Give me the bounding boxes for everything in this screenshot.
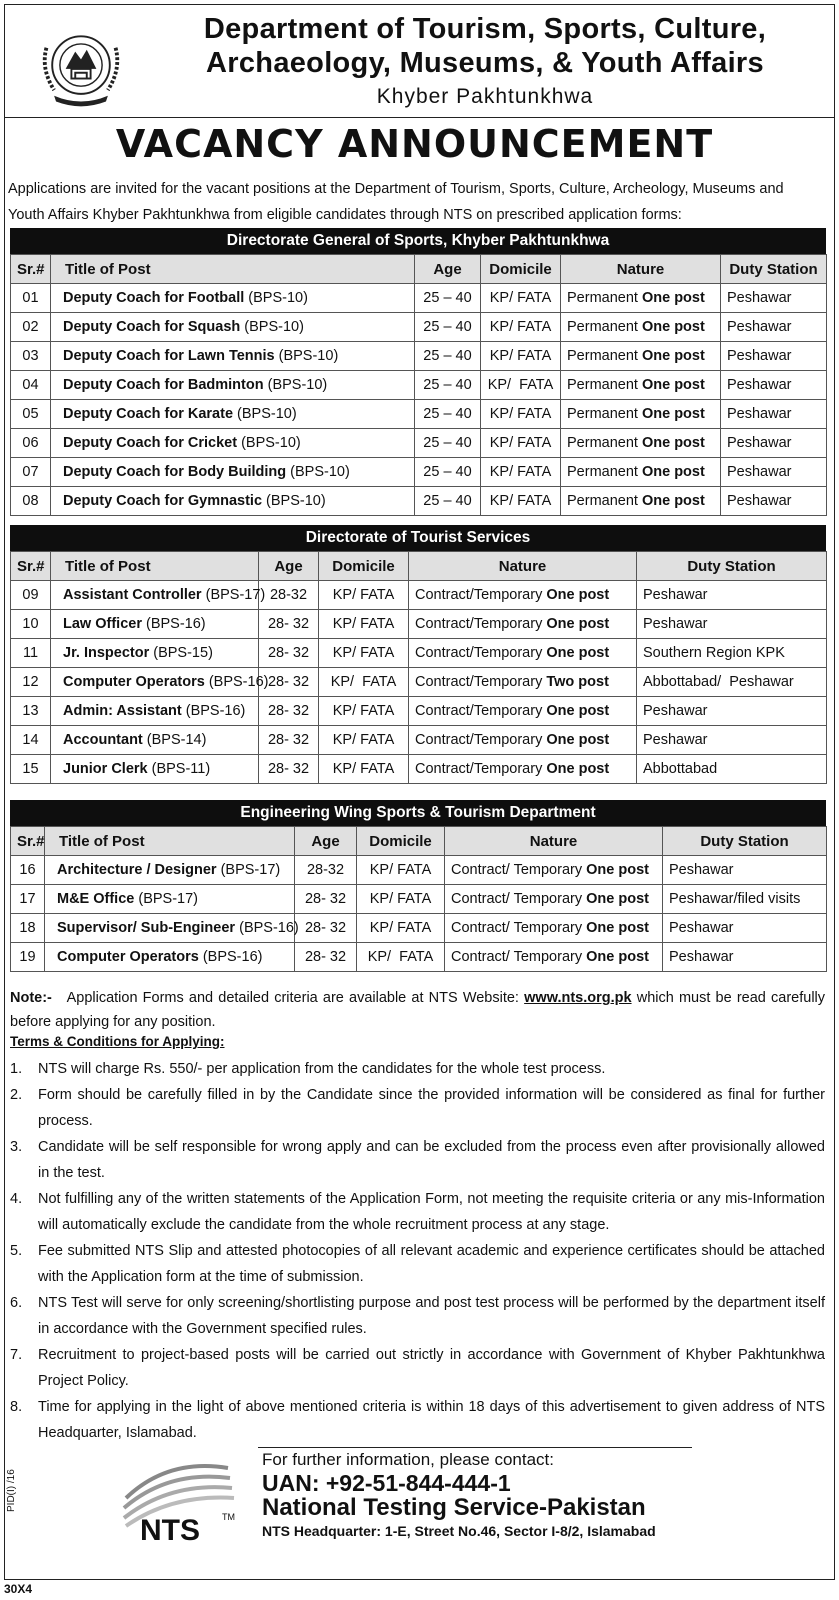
term-item [10, 1238, 825, 1290]
cell-station: Peshawar [721, 458, 827, 487]
cell-nature [409, 581, 637, 610]
department-title-line2: Archaeology, Museums, & Youth Affairs [206, 47, 764, 79]
cell-nature [561, 400, 721, 429]
vacancy-table [10, 254, 827, 516]
province-name: Khyber Pakhtunkhwa [376, 85, 594, 108]
cell-post [51, 487, 415, 516]
post-title: Law Officer [63, 616, 142, 632]
cell-post [51, 668, 269, 697]
nature-type: Contract/Temporary [415, 703, 543, 719]
cell-age: 28- 32 [259, 697, 319, 726]
post-count: One post [641, 290, 705, 306]
post-bps: (BPS-10) [248, 290, 308, 306]
cell-age: 28- 32 [259, 610, 319, 639]
cell-domicile: KP/ FATA [357, 885, 445, 914]
cell-nature [445, 885, 663, 914]
post-count: One post [586, 891, 649, 907]
table-row [11, 400, 827, 429]
cell-station: Peshawar [721, 429, 827, 458]
cell-sr: 12 [11, 668, 51, 697]
post-title: Assistant Controller [63, 587, 202, 603]
term-number: 8. [10, 1399, 23, 1415]
term-text: Not fulfilling any of the written statements of the Application Form, not meeting the requisite criteria or any mis-Information will automatically exclude the candidate from the whole recruitment process at any stage. [38, 1191, 825, 1233]
cell-sr: 04 [11, 371, 51, 400]
term-text: Recruitment to project-based posts will be carried out strictly in accordance with Government of Khyber Pakhtunkhwa Project Policy. [38, 1347, 825, 1389]
cell-nature [445, 856, 663, 885]
cell-station: Peshawar [721, 342, 827, 371]
cell-sr: 06 [11, 429, 51, 458]
department-title-line1: Department of Tourism, Sports, Culture, [203, 13, 767, 45]
cell-sr: 02 [11, 313, 51, 342]
cell-age: 25 – 40 [415, 284, 481, 313]
col-station: Duty Station [637, 552, 827, 581]
cell-sr: 05 [11, 400, 51, 429]
post-bps: (BPS-14) [146, 732, 207, 748]
note-label: Note:- [10, 990, 52, 1006]
cell-nature [409, 697, 637, 726]
cell-domicile: KP/ FATA [481, 487, 561, 516]
note-text-before: Application Forms and detailed criteria are available at NTS Website: [66, 990, 519, 1006]
col-title: Title of Post [51, 255, 415, 284]
terms-list [10, 1056, 825, 1446]
pid-code: PID(I) /16 [6, 1469, 17, 1512]
cell-domicile: KP/ FATA [319, 639, 409, 668]
post-bps: (BPS-10) [237, 406, 297, 422]
cell-nature [561, 313, 721, 342]
cell-station: Peshawar [721, 400, 827, 429]
post-count: One post [586, 862, 649, 878]
cell-domicile: KP/ FATA [319, 755, 409, 784]
cell-station: Peshawar [637, 726, 827, 755]
post-count: One post [641, 435, 705, 451]
footer-divider [258, 1447, 692, 1448]
cell-post [45, 943, 295, 972]
cell-age: 28- 32 [295, 943, 357, 972]
nature-type: Permanent [567, 406, 638, 422]
section-sports [10, 228, 826, 516]
uan-number: UAN: +92-51-844-444-1 [262, 1470, 511, 1496]
cell-nature [409, 668, 637, 697]
nts-logo-icon [118, 1458, 253, 1548]
cell-age: 28-32 [259, 581, 319, 610]
post-title: Deputy Coach for Lawn Tennis [63, 348, 275, 364]
col-age: Age [259, 552, 319, 581]
post-title: M&E Office [57, 891, 135, 907]
cell-sr: 19 [11, 943, 45, 972]
post-count: One post [641, 464, 705, 480]
cell-domicile: KP/ FATA [357, 914, 445, 943]
cell-post [51, 371, 415, 400]
term-item [10, 1082, 825, 1134]
col-nature: Nature [561, 255, 721, 284]
cell-sr: 10 [11, 610, 51, 639]
cell-post [51, 581, 266, 610]
term-item [10, 1186, 825, 1238]
cell-nature [561, 284, 721, 313]
table-row [11, 458, 827, 487]
cell-domicile: KP/ FATA [481, 371, 561, 400]
cell-station: Peshawar/filed visits [663, 885, 827, 914]
term-number: 6. [10, 1295, 23, 1311]
nature-type: Contract/ Temporary [451, 891, 583, 907]
table-header-row [11, 552, 827, 581]
table-row [11, 342, 827, 371]
note-text-after: which must be read carefully before applying for any position. [10, 990, 826, 1030]
cell-domicile: KP/ FATA [481, 342, 561, 371]
nature-type: Contract/Temporary [415, 761, 543, 777]
nature-type: Permanent [567, 319, 638, 335]
cell-age: 28-32 [295, 856, 357, 885]
cell-station: Peshawar [637, 581, 827, 610]
contact-label: For further information, please contact: [262, 1450, 554, 1469]
col-sr: Sr.# [11, 552, 51, 581]
cell-age: 28- 32 [259, 668, 319, 697]
cell-station: Abbottabad/ Peshawar [637, 668, 827, 697]
term-text: Form should be carefully filled in by the Candidate since the provided information will be considered as final for further process. [38, 1087, 825, 1129]
post-bps: (BPS-16) [202, 949, 263, 965]
post-title: Admin: Assistant [63, 703, 182, 719]
post-count: One post [546, 761, 610, 777]
cell-station: Peshawar [663, 943, 827, 972]
post-count: One post [641, 493, 705, 509]
post-title: Junior Clerk [63, 761, 148, 777]
post-title: Deputy Coach for Badminton [63, 377, 264, 393]
col-domicile: Domicile [357, 827, 445, 856]
cell-age: 25 – 40 [415, 400, 481, 429]
table-row [11, 371, 827, 400]
nature-type: Permanent [567, 435, 638, 451]
cell-domicile: KP/ FATA [481, 429, 561, 458]
post-title: Jr. Inspector [63, 645, 150, 661]
cell-sr: 18 [11, 914, 45, 943]
cell-station: Peshawar [721, 371, 827, 400]
header [5, 5, 834, 118]
post-count: One post [546, 732, 610, 748]
table-row [11, 914, 827, 943]
term-item [10, 1342, 825, 1394]
post-title: Deputy Coach for Cricket [63, 435, 238, 451]
post-count: One post [546, 703, 610, 719]
post-count: One post [546, 587, 610, 603]
post-count: One post [546, 645, 610, 661]
section-heading: Engineering Wing Sports & Tourism Department [10, 800, 826, 826]
cell-age: 28- 32 [259, 726, 319, 755]
term-number: 5. [10, 1243, 23, 1259]
cell-domicile: KP/ FATA [481, 284, 561, 313]
cell-sr: 13 [11, 697, 51, 726]
cell-domicile: KP/ FATA [481, 400, 561, 429]
table-header-row [11, 255, 827, 284]
post-bps: (BPS-15) [153, 645, 213, 661]
table-row [11, 885, 827, 914]
nature-type: Contract/ Temporary [451, 920, 583, 936]
post-count: One post [586, 920, 649, 936]
cell-age: 28- 32 [295, 914, 357, 943]
cell-post [51, 610, 259, 639]
nature-type: Permanent [567, 377, 638, 393]
post-bps: (BPS-17) [138, 891, 199, 907]
post-title: Deputy Coach for Football [63, 290, 245, 306]
cell-domicile: KP/ FATA [481, 458, 561, 487]
nature-type: Permanent [567, 464, 638, 480]
post-title: Deputy Coach for Body Building [63, 464, 287, 480]
table-row [11, 313, 827, 342]
table-row [11, 755, 827, 784]
table-header-row [11, 827, 827, 856]
post-title: Accountant [63, 732, 143, 748]
post-bps: (BPS-10) [278, 348, 339, 364]
post-title: Deputy Coach for Squash [63, 319, 241, 335]
nts-logo-tm: TM [222, 1512, 235, 1522]
post-title: Architecture / Designer [57, 862, 217, 878]
post-title: Deputy Coach for Karate [63, 406, 234, 422]
table-row [11, 610, 827, 639]
table-row [11, 668, 827, 697]
cell-domicile: KP/ FATA [319, 581, 409, 610]
post-bps: (BPS-10) [241, 435, 301, 451]
page-title: VACANCY ANNOUNCEMENT [115, 122, 714, 166]
nature-type: Permanent [567, 348, 638, 364]
post-count: One post [641, 319, 705, 335]
kp-emblem-icon [33, 19, 129, 115]
nature-type: Contract/Temporary [415, 587, 543, 603]
post-count: One post [641, 406, 705, 422]
term-number: 1. [10, 1061, 23, 1077]
nature-type: Contract/Temporary [415, 616, 543, 632]
cell-post [51, 639, 259, 668]
term-number: 7. [10, 1347, 23, 1363]
col-sr: Sr.# [11, 827, 45, 856]
cell-age: 25 – 40 [415, 429, 481, 458]
cell-station: Peshawar [663, 914, 827, 943]
term-item [10, 1056, 825, 1082]
term-number: 4. [10, 1191, 23, 1207]
col-station: Duty Station [663, 827, 827, 856]
post-bps: (BPS-10) [244, 319, 304, 335]
nature-type: Permanent [567, 493, 638, 509]
post-bps: (BPS-10) [290, 464, 350, 480]
cell-domicile: KP/ FATA [357, 856, 445, 885]
cell-domicile: KP/ FATA [481, 313, 561, 342]
cell-station: Peshawar [721, 487, 827, 516]
cell-post [51, 697, 259, 726]
vacancy-table [10, 826, 827, 972]
term-text: NTS Test will serve for only screening/shortlisting purpose and post test process will be performed by the department itself in accordance with the Government specified rules. [38, 1295, 825, 1337]
cell-nature [409, 639, 637, 668]
post-title: Supervisor/ Sub-Engineer [57, 920, 236, 936]
cell-sr: 07 [11, 458, 51, 487]
term-item [10, 1394, 825, 1446]
note-paragraph [10, 986, 825, 1034]
cell-post [45, 856, 295, 885]
col-age: Age [415, 255, 481, 284]
terms-heading: Terms & Conditions for Applying: [10, 1034, 225, 1049]
cell-domicile: KP/ FATA [319, 726, 409, 755]
post-bps: (BPS-16) [185, 703, 246, 719]
cell-age: 25 – 40 [415, 458, 481, 487]
cell-nature [561, 458, 721, 487]
nature-type: Contract/ Temporary [451, 949, 583, 965]
cell-station: Peshawar [721, 284, 827, 313]
post-count: One post [546, 616, 610, 632]
cell-post [51, 726, 259, 755]
vacancy-table [10, 551, 827, 784]
cell-post [51, 342, 415, 371]
cell-post [51, 458, 415, 487]
section-engineering-wing [10, 800, 826, 972]
col-nature: Nature [445, 827, 663, 856]
cell-domicile: KP/ FATA [319, 610, 409, 639]
table-row [11, 697, 827, 726]
table-row [11, 856, 827, 885]
post-bps: (BPS-16) [208, 674, 269, 690]
cell-domicile: KP/ FATA [319, 697, 409, 726]
cell-nature [409, 726, 637, 755]
post-title: Deputy Coach for Gymnastic [63, 493, 263, 509]
col-domicile: Domicile [481, 255, 561, 284]
col-sr: Sr.# [11, 255, 51, 284]
nature-type: Contract/ Temporary [451, 862, 583, 878]
cell-age: 28- 32 [259, 755, 319, 784]
nts-logo-text: NTS [140, 1514, 200, 1547]
table-row [11, 581, 827, 610]
term-item [10, 1134, 825, 1186]
cell-sr: 17 [11, 885, 45, 914]
table-row [11, 429, 827, 458]
cell-station: Peshawar [637, 697, 827, 726]
nature-type: Contract/Temporary [415, 645, 543, 661]
cell-post [51, 755, 259, 784]
post-bps: (BPS-16) [146, 616, 206, 632]
section-heading: Directorate of Tourist Services [10, 525, 826, 551]
post-count: One post [641, 348, 705, 364]
cell-nature [561, 371, 721, 400]
nature-type: Permanent [567, 290, 638, 306]
post-count: One post [641, 377, 705, 393]
col-title: Title of Post [51, 552, 259, 581]
table-row [11, 726, 827, 755]
cell-station: Southern Region KPK [637, 639, 827, 668]
cell-station: Peshawar [637, 610, 827, 639]
term-item [10, 1290, 825, 1342]
cell-nature [561, 342, 721, 371]
table-row [11, 639, 827, 668]
post-count: Two post [546, 674, 609, 690]
ad-size: 30X4 [4, 1582, 33, 1596]
cell-age: 25 – 40 [415, 487, 481, 516]
post-count: One post [586, 949, 649, 965]
table-row [11, 943, 827, 972]
cell-post [51, 429, 415, 458]
organization-name: National Testing Service-Pakistan [262, 1494, 646, 1521]
post-bps: (BPS-17) [205, 587, 266, 603]
col-domicile: Domicile [319, 552, 409, 581]
organization-address: NTS Headquarter: 1-E, Street No.46, Sector I-8/2, Islamabad [262, 1523, 656, 1539]
cell-nature [445, 914, 663, 943]
cell-nature [445, 943, 663, 972]
col-title: Title of Post [45, 827, 295, 856]
post-title: Computer Operators [63, 674, 205, 690]
intro-paragraph: Applications are invited for the vacant positions at the Department of Tourism, Sports, Culture, Archeology, Museums and Youth Affairs Khyber Pakhtunkhwa from eligible candidates through NTS on prescribed application forms: [8, 181, 784, 223]
cell-sr: 15 [11, 755, 51, 784]
cell-post [51, 313, 415, 342]
cell-sr: 01 [11, 284, 51, 313]
cell-nature [561, 487, 721, 516]
nts-website-link[interactable]: www.nts.org.pk [524, 990, 632, 1006]
table-row [11, 487, 827, 516]
nature-type: Contract/Temporary [415, 674, 543, 690]
cell-sr: 14 [11, 726, 51, 755]
section-tourist-services [10, 525, 826, 784]
cell-age: 28- 32 [295, 885, 357, 914]
table-row [11, 284, 827, 313]
cell-nature [409, 610, 637, 639]
col-station: Duty Station [721, 255, 827, 284]
post-bps: (BPS-10) [266, 493, 326, 509]
post-bps: (BPS-16) [239, 920, 299, 936]
cell-station: Abbottabad [637, 755, 827, 784]
cell-post [51, 400, 415, 429]
col-age: Age [295, 827, 357, 856]
term-text: Time for applying in the light of above mentioned criteria is within 18 days of this advertisement to given address of NTS Headquarter, Islamabad. [38, 1399, 825, 1441]
cell-station: Peshawar [721, 313, 827, 342]
cell-age: 28- 32 [259, 639, 319, 668]
nature-type: Contract/Temporary [415, 732, 543, 748]
cell-sr: 09 [11, 581, 51, 610]
cell-sr: 11 [11, 639, 51, 668]
term-number: 2. [10, 1087, 23, 1103]
cell-sr: 08 [11, 487, 51, 516]
section-heading: Directorate General of Sports, Khyber Pakhtunkhwa [10, 228, 826, 254]
col-nature: Nature [409, 552, 637, 581]
post-bps: (BPS-17) [220, 862, 281, 878]
cell-post [51, 284, 415, 313]
term-text: Candidate will be self responsible for wrong apply and can be excluded from the process even after provisionally allowed in the test. [38, 1139, 825, 1181]
term-number: 3. [10, 1139, 23, 1155]
cell-station: Peshawar [663, 856, 827, 885]
post-bps: (BPS-10) [267, 377, 328, 393]
cell-domicile: KP/ FATA [357, 943, 445, 972]
cell-sr: 03 [11, 342, 51, 371]
term-text: NTS will charge Rs. 550/- per application from the candidates for the whole test process. [38, 1061, 606, 1077]
term-text: Fee submitted NTS Slip and attested photocopies of all relevant academic and experience certificates should be attached with the Application form at the time of submission. [38, 1243, 825, 1285]
cell-post [45, 885, 295, 914]
cell-sr: 16 [11, 856, 45, 885]
cell-age: 25 – 40 [415, 342, 481, 371]
cell-domicile: KP/ FATA [319, 668, 409, 697]
cell-post [45, 914, 299, 943]
cell-age: 25 – 40 [415, 371, 481, 400]
cell-nature [409, 755, 637, 784]
cell-nature [561, 429, 721, 458]
cell-age: 25 – 40 [415, 313, 481, 342]
post-title: Computer Operators [57, 949, 199, 965]
post-bps: (BPS-11) [151, 761, 211, 777]
